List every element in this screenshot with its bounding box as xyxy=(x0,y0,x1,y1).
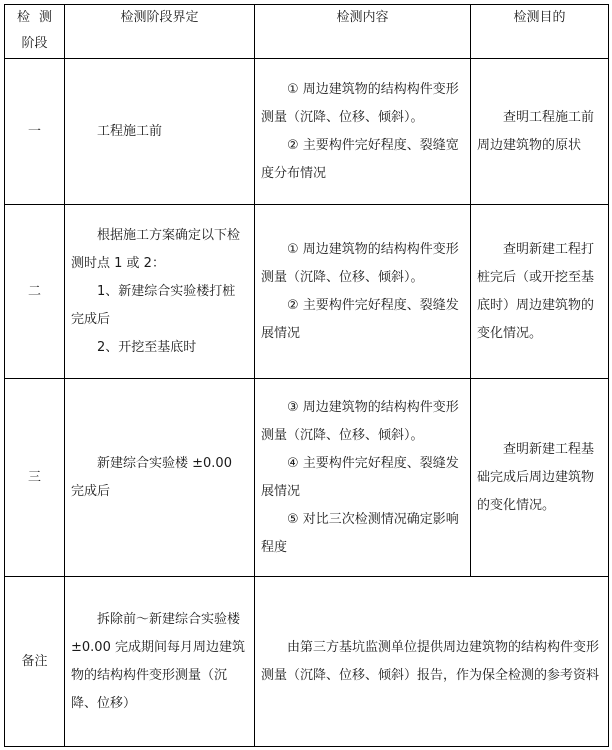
content-item: ② 主要构件完好程度、裂缝发展情况 xyxy=(261,297,459,341)
definition-cell: 工程施工前 xyxy=(65,59,255,205)
content-item: ④ 主要构件完好程度、裂缝发展情况 xyxy=(261,455,459,499)
table-row-stage-3 xyxy=(5,379,609,577)
definition-cell xyxy=(65,205,255,379)
header-stage xyxy=(5,5,65,59)
remark-definition-cell: 拆除前～新建综合实验楼±0.00 完成期间每月周边建筑物的结构构件变形测量（沉降、位移） xyxy=(65,577,255,747)
header-stage-line2: 阶段 xyxy=(21,36,48,51)
table-header-row xyxy=(5,5,609,59)
table-row-stage-1 xyxy=(5,59,609,205)
stage-cell: 一 xyxy=(5,59,65,205)
header-definition: 检测阶段界定 xyxy=(65,5,255,59)
purpose-cell: 查明新建工程基础完成后周边建筑物的变化情况。 xyxy=(471,379,609,577)
purpose-cell: 查明新建工程打桩完后（或开挖至基底时）周边建筑物的变化情况。 xyxy=(471,205,609,379)
content-cell xyxy=(255,59,471,205)
content-item: ③ 周边建筑物的结构构件变形测量（沉降、位移、倾斜）。 xyxy=(261,399,459,443)
content-item: ② 主要构件完好程度、裂缝宽度分布情况 xyxy=(261,137,459,181)
remark-label-cell: 备注 xyxy=(5,577,65,747)
definition-item: 2、开挖至基底时 xyxy=(97,339,197,355)
purpose-cell: 查明工程施工前周边建筑物的原状 xyxy=(471,59,609,205)
definition-item: 1、新建综合实验楼打桩完成后 xyxy=(71,283,236,327)
table-row-stage-2 xyxy=(5,205,609,379)
header-stage-line1: 检 测 xyxy=(17,10,52,25)
inspection-stage-table xyxy=(4,4,609,747)
content-cell xyxy=(255,205,471,379)
content-cell xyxy=(255,379,471,577)
content-item: ① 周边建筑物的结构构件变形测量（沉降、位移、倾斜）。 xyxy=(261,241,459,285)
remark-content-cell: 由第三方基坑监测单位提供周边建筑物的结构构件变形测量（沉降、位移、倾斜）报告，作为保全检测的参考资料 xyxy=(255,577,609,747)
definition-cell: 新建综合实验楼 ±0.00 完成后 xyxy=(65,379,255,577)
content-item: ⑤ 对比三次检测情况确定影响程度 xyxy=(261,511,459,555)
header-purpose: 检测目的 xyxy=(471,5,609,59)
header-content: 检测内容 xyxy=(255,5,471,59)
definition-item: 根据施工方案确定以下检测时点 1 或 2： xyxy=(71,227,241,271)
stage-cell: 二 xyxy=(5,205,65,379)
stage-cell: 三 xyxy=(5,379,65,577)
content-item: ① 周边建筑物的结构构件变形测量（沉降、位移、倾斜）。 xyxy=(261,81,459,125)
table-row-remark xyxy=(5,577,609,747)
